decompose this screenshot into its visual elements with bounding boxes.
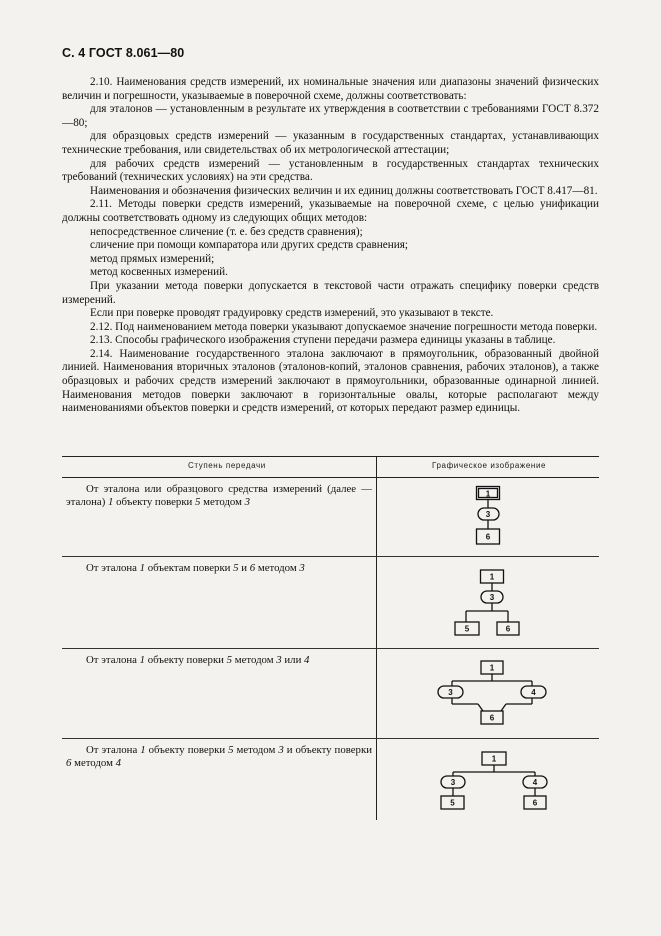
page-header: С. 4 ГОСТ 8.061—80 [62, 46, 185, 60]
paragraph: 2.10. Наименования средств измерений, их номинальные значения или диапазоны значений физических величин и погрешности, указываемые в поверочной схеме, должны соответствовать: [62, 76, 599, 102]
diagram-label: 3 [448, 688, 453, 697]
diagram-label: 4 [532, 778, 538, 787]
table-row-text-4: От эталона 1 объекту поверки 5 методом 3 и объекту поверки 6 методом 4 [66, 744, 372, 769]
diagram-label: 3 [489, 593, 495, 602]
diagram-label: 3 [485, 510, 491, 519]
table-row-text-2: От эталона 1 объектам поверки 5 и 6 методом 3 [86, 562, 305, 574]
paragraph: Если при поверке проводят градуировку средств измерений, это указывают в тексте. [90, 307, 494, 320]
diagram-label: 5 [450, 798, 455, 808]
table-row-text-1: От эталона или образцового средства измерений (далее — эталона) 1 объекту поверки 5 методом 3 [66, 483, 372, 508]
paragraph: метод прямых измерений; [90, 252, 215, 265]
paragraph: При указании метода поверки допускается в текстовой части отражать специфику поверки средств измерений. [62, 279, 599, 306]
paragraph: для образцовых средств измерений — указанным в государственных стандартах, устанавливающих технические требования, или свидетельствах об их метрологической аттестации; [62, 130, 599, 156]
table-top-rule [62, 456, 599, 457]
diagram-label: 1 [489, 572, 495, 582]
paragraph: 2.14. Наименование государственного эталона заключают в прямоугольник, образованный двойной линией. Наименования вторичных эталонов (эталонов-копий, эталонов сравнения, рабочих эталонов), а также образцовых и рабочих средств измерений заключают в прямоугольники, образованные одинарной линией. Наименования методов поверки заключают в горизонтальные овалы, которые располагают между наименованиями объектов поверки и средств измерений, от которых передают размер единицы. [62, 347, 599, 415]
diagram-label: 1 [491, 754, 497, 764]
diagram-label: 1 [489, 663, 495, 673]
paragraph: для рабочих средств измерений — установленным в государственных стандартах технических требований (технических условиях) на эти средства. [62, 157, 599, 184]
diagram-label: 3 [450, 778, 456, 787]
diagram-label: 6 [532, 798, 538, 808]
table-row-text-3: От эталона 1 объекту поверки 5 методом 3 или 4 [86, 654, 310, 666]
table-header-step: Ступень передачи [188, 461, 266, 470]
graphic-column [377, 478, 599, 820]
paragraph: сличение при помощи компаратора или других средств сравнения; [90, 239, 408, 252]
paragraph: для эталонов — установленным в результате их утверждения в соответствии с требованиями ГОСТ 8.372—80; [62, 103, 599, 129]
diagram-label: 6 [505, 624, 511, 634]
paragraph: непосредственное сличение (т. е. без средств сравнения); [90, 225, 363, 238]
diagram-label: 5 [464, 624, 470, 634]
body-text [62, 76, 599, 416]
paragraph: 2.12. Под наименованием метода поверки указывают допускаемое значение погрешности метода поверки. [90, 320, 598, 333]
paragraph: 2.11. Методы поверки средств измерений, указываемые на поверочной схеме, с целью унификации должны соответствовать одному из следующих общих методов: [62, 198, 599, 224]
diagram-label: 6 [489, 713, 495, 723]
paragraph: метод косвенных измерений. [90, 266, 228, 279]
paragraph: 2.13. Способы графического изображения ступени передачи размера единицы указаны в таблице. [90, 334, 556, 347]
diagram-label: 6 [485, 532, 491, 542]
paragraph: Наименования и обозначения физических величин и их единиц должны соответствовать ГОСТ 8.417—81. [90, 184, 598, 197]
diagram-label: 4 [531, 688, 536, 697]
diagram-label: 1 [485, 489, 491, 499]
table-header-graphic: Графическое изображение [432, 461, 547, 470]
